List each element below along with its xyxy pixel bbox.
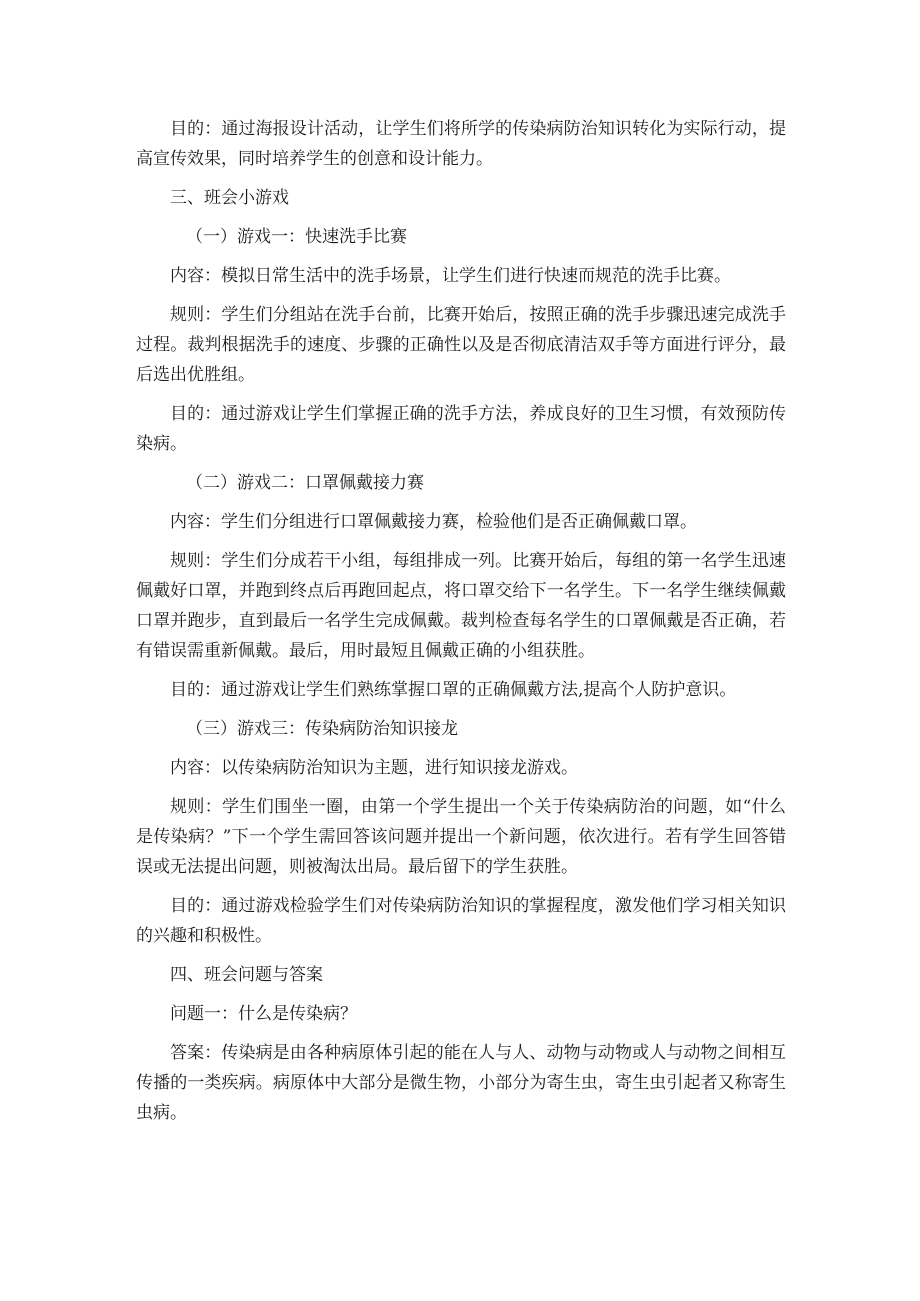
- game-2-rules-paragraph: 规则：学生们分成若干小组，每组排成一列。比赛开始后，每组的第一名学生迅速佩戴好口罩，并跑到终点后再跑回起点，将口罩交给下一名学生。下一名学生继续佩戴口罩并跑步，直到最后一名学生完成佩戴。裁判检查每名学生的口罩佩戴是否正确，若有错误需重新佩戴。最后，用时最短且佩戴正确的小组获胜。: [136, 551, 786, 661]
- answer-1-paragraph: 答案：传染病是由各种病原体引起的能在人与人、动物与动物或人与动物之间相互传播的一类疾病。病原体中大部分是微生物，小部分为寄生虫，寄生虫引起者又称寄生虫病。: [136, 1043, 786, 1123]
- game-1-content-paragraph: 内容：模拟日常生活中的洗手场景，让学生们进行快速而规范的洗手比赛。: [170, 266, 731, 286]
- game-3-purpose-paragraph: 目的：通过游戏检验学生们对传染病防治知识的掌握程度，激发他们学习相关知识的兴趣和积极性。: [136, 896, 786, 946]
- section-heading-questions: 四、班会问题与答案: [170, 965, 323, 985]
- question-1-paragraph: 问题一：什么是传染病？: [170, 1004, 357, 1024]
- subsection-heading-game-1: （一）游戏一：快速洗手比赛: [186, 227, 407, 247]
- game-2-purpose-paragraph: 目的：通过游戏让学生们熟练掌握口罩的正确佩戴方法,提高个人防护意识。: [170, 680, 737, 700]
- game-3-rules-paragraph: 规则：学生们围坐一圈，由第一个学生提出一个关于传染病防治的问题，如“什么是传染病？”下一个学生需回答该问题并提出一个新问题，依次进行。若有学生回答错误或无法提出问题，则被淘汰出局。最后留下的学生获胜。: [136, 797, 786, 877]
- document-body: [136, 114, 786, 1137]
- game-1-rules-paragraph: 规则：学生们分组站在洗手台前，比赛开始后，按照正确的洗手步骤迅速完成洗手过程。裁判根据洗手的速度、步骤的正确性以及是否彻底清洁双手等方面进行评分，最后选出优胜组。: [136, 305, 786, 385]
- purpose-poster-paragraph: 目的：通过海报设计活动，让学生们将所学的传染病防治知识转化为实际行动，提高宣传效果，同时培养学生的创意和设计能力。: [136, 119, 786, 169]
- section-heading-games: 三、班会小游戏: [170, 188, 289, 208]
- subsection-heading-game-3: （三）游戏三：传染病防治知识接龙: [186, 719, 458, 739]
- subsection-heading-game-2: （二）游戏二：口罩佩戴接力赛: [186, 473, 424, 493]
- game-1-purpose-paragraph: 目的：通过游戏让学生们掌握正确的洗手方法，养成良好的卫生习惯，有效预防传染病。: [136, 404, 786, 454]
- game-2-content-paragraph: 内容：学生们分组进行口罩佩戴接力赛，检验他们是否正确佩戴口罩。: [170, 512, 697, 532]
- game-3-content-paragraph: 内容：以传染病防治知识为主题，进行知识接龙游戏。: [170, 758, 578, 778]
